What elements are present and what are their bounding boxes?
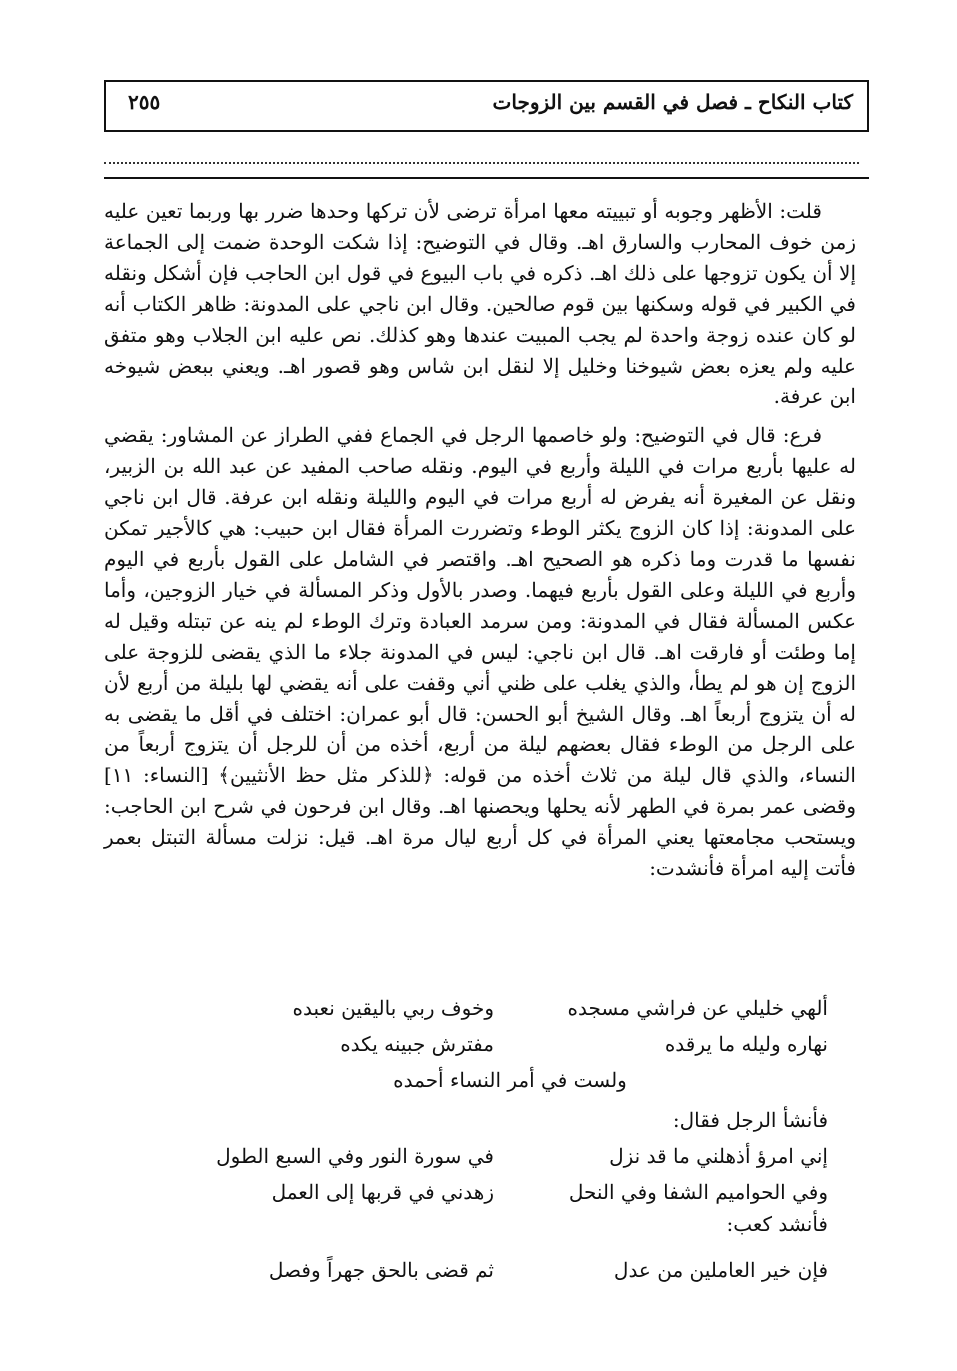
verse-hemistich: مفترش جبينه يكده xyxy=(340,1032,494,1056)
verse-row xyxy=(104,1138,856,1174)
verse-hemistich: فإن خير العاملين من عدل xyxy=(613,1258,828,1282)
verse-hemistich: في سورة النور وفي السبع الطول xyxy=(216,1144,494,1168)
verse-row xyxy=(104,1174,856,1210)
verse-hemistich: إني امرؤ أذهلني ما قد نزل xyxy=(609,1144,828,1168)
verse-hemistich: زهدني في قربها إلى العمل xyxy=(271,1180,494,1204)
verse-intro: فأنشأ الرجل فقال: xyxy=(672,1108,828,1132)
verse-hemistich: ألهي خليلي عن فراشي مسجده xyxy=(567,996,828,1020)
chapter-title: كتاب النكاح ـ فصل في القسم بين الزوجات xyxy=(492,90,853,114)
running-header xyxy=(104,80,869,132)
verse-row xyxy=(104,990,856,1026)
verse-centered: ولست في أمر النساء أحمده xyxy=(393,1068,627,1092)
dotted-separator xyxy=(104,142,859,164)
paragraph-1: قلت: الأظهر وجوبه أو تبييته معها امرأة ترضى لأن تركها وحدها ضرر بها وربما تعين عليه زمن خوف المحارب والسارق اهـ. وقال في التوضيح: إذا شكت الوحدة ضمت إلى الجماعة إلا أن يكون تزوجها على ذلك اهـ. ذكره في باب البيوع في قول ابن الحاجب فإن أشكل ونقله في الكبير في قوله وسكنها بين قوم صالحين. وقال ابن ناجي على المدونة: ظاهر الكتاب أنه لو كان عنده زوجة واحدة لم يجب المبيت عندها وهو كذلك. نص عليه ابن الجلاب وهو متفق عليه ولم يعزه بعض شيوخنا وخليل إلا لنقل ابن شاس وهو قصور اهـ. ويعني ببعض شيوخه ابن عرفة. xyxy=(104,199,857,409)
verses-section xyxy=(104,990,856,1288)
body-text xyxy=(104,196,856,884)
page-number: ٢٥٥ xyxy=(128,90,161,114)
verse-hemistich: وفي الحواميم الشفا وفي النحل xyxy=(568,1180,828,1204)
verse-hemistich: وخوف ربي باليقين نعبده xyxy=(292,996,494,1020)
horizontal-rule xyxy=(104,177,869,179)
verse-hemistich: ثم قضى بالحق جهراً وفصل xyxy=(268,1258,494,1282)
spacer xyxy=(104,1238,856,1252)
verse-hemistich: نهاره وليله ما يرقده xyxy=(664,1032,828,1056)
paragraph-2: فرع: قال في التوضيح: ولو خاصمها الرجل في الجماع ففي الطراز عن المشاور: يقضي له عليها بأربع مرات في الليلة وأربع في اليوم. ونقله صاحب المفيد عن عبد الله بن الزبير، ونقل عن المغيرة أنه يفرض له أربع مرات في اليوم والليلة ونقله ابن عرفة. قال ابن ناجي على المدونة: إذا كان الزوج يكثر الوطء وتضررت المرأة فقال ابن حبيب: هي كالأجير تمكن نفسها ما قدرت وما ذكره هو الصحيح اهـ. واقتصر في الشامل على القول بأربع في اليوم وأربع في الليلة وعلى القول بأربع فيهما. وصدر بالأول وذكر المسألة في خيار الزوجين، وأما عكس المسألة فقال في المدونة: ومن سرمد العبادة وترك الوطء لم ينه عن تبتله وقيل له إما وطئت أو فارقت اهـ. قال ابن ناجي: ليس في المدونة جلاء ما الذي يقضى للزوجة على الزوج إن هو لم يطأ، والذي يغلب على ظني أني وقفت على أنه يقضي لها بليلة من أربع لأن له أن يتزوج أربعاً اهـ. وقال الشيخ أبو الحسن: قال أبو عمران: اختلف في أقل ما يقضى به على الرجل من الوطء فقال بعضهم ليلة من أربع، أخذه من أن للرجل أن يتزوج أربعاً من النساء، والذي قال ليلة من ثلاث أخذه من قوله: ﴿للذكر مثل حظ الأنثيين﴾ [النساء: ١١] وقضى عمر بمرة في الطهر لأنه يحلها ويحصنها اهـ. وقال ابن فرحون في شرح ابن الحاجب: ويستحب مجامعتها يعني المرأة في كل أربع ليال مرة اهـ. قيل: نزلت مسألة التبتل بعمر فأتت إليه امرأة فأنشدت: xyxy=(104,423,857,881)
verse-row xyxy=(104,1026,856,1062)
verse-intro: فأنشد كعب: xyxy=(726,1212,828,1236)
verse-row xyxy=(104,1252,856,1288)
